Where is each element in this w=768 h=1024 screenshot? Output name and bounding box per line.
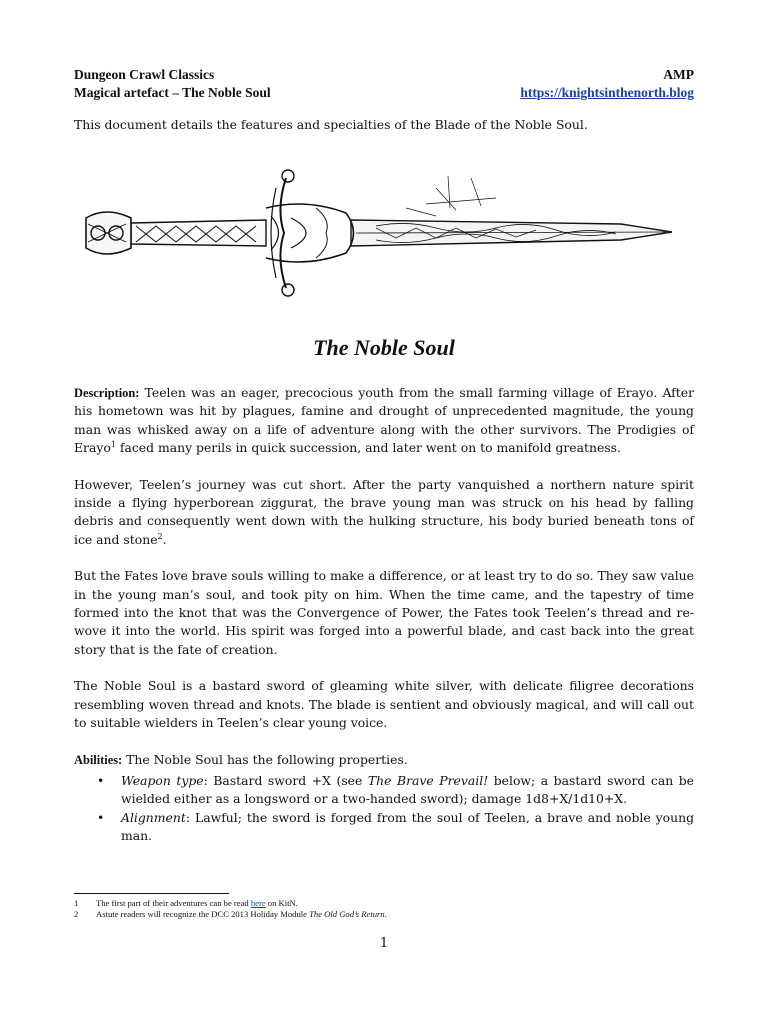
header-game-title: Dungeon Crawl Classics	[74, 67, 215, 82]
header-row-2	[74, 84, 694, 102]
weapon-type-text-a: : Bastard sword +X (see	[203, 772, 368, 788]
description-text-b: faced many perils in quick succession, and later went on to manifold greatness.	[115, 440, 621, 456]
footnote-1	[74, 898, 298, 909]
header-doc-title: Magical artefact – The Noble Soul	[74, 85, 271, 100]
abilities-text: The Noble Soul has the following properties.	[122, 751, 408, 767]
description-label: Description:	[74, 386, 140, 400]
footnote-2-module-title: The Old God’s Return	[309, 909, 385, 919]
para2-text-a: However, Teelen’s journey was cut short. After the party vanquished a northern nature spirit inside a flying hyperborean ziggurat, the brave young man was struck on his head by falling debris and consequently went down with the hulking structure, his body buried beneath tons of ice and stone	[74, 476, 694, 547]
footnote-ref-1[interactable]: 1	[110, 440, 116, 450]
footnote-ref-2[interactable]: 2	[157, 531, 163, 541]
abilities-list	[74, 772, 694, 846]
footnote-1-text-a: The first part of their adventures can be read	[96, 898, 251, 908]
footnote-2	[74, 909, 387, 920]
list-item	[121, 772, 694, 809]
weapon-type-text-b: below; a bastard sword can be wielded either as a longsword or a two-handed sword); damage 1d8+X/1d10+X.	[121, 772, 695, 807]
weapon-type-ref: The Brave Prevail!	[367, 772, 489, 788]
page-title: The Noble Soul	[313, 335, 455, 360]
abilities-label: Abilities:	[74, 752, 123, 767]
page	[74, 66, 694, 846]
footnote-here-link[interactable]: here	[250, 898, 266, 908]
intro-text: This document details the features and specialties of the Blade of the Noble Soul.	[74, 117, 588, 132]
story-paragraph-2	[74, 476, 694, 550]
list-item	[121, 809, 694, 846]
description-text-a: Teelen was an eager, precocious youth from the small farming village of Erayo. After his hometown was hit by plagues, famine and drought of unprecedented magnitude, the young man was whisked away on a life of adventure along with the other survivors. The Prodigies of Erayo	[74, 385, 694, 456]
description-paragraph	[74, 384, 694, 458]
sword-illustration	[76, 158, 672, 298]
weapon-type-label: Weapon type	[121, 772, 204, 788]
sword-description-paragraph: The Noble Soul is a bastard sword of gleaming white silver, with delicate filigree decorations resembling woven thread and knots. The blade is sentient and obviously magical, and will call out to suitable wielders in Teelen’s clear young voice.	[74, 678, 694, 731]
footnote-2-text-a: Astute readers will recognize the DCC 2013 Holiday Module	[96, 909, 310, 919]
footnote-number: 2	[74, 909, 79, 919]
header-blog-link[interactable]: https://knightsinthenorth.blog	[520, 85, 694, 100]
footnote-2-text-b: .	[384, 909, 387, 919]
header-row-1	[74, 66, 694, 84]
abilities-intro	[74, 751, 694, 769]
footnote-1-text-b: on KitN.	[265, 898, 298, 908]
alignment-label: Alignment	[121, 809, 186, 825]
header-author: AMP	[663, 67, 694, 82]
para2-text-b: .	[162, 531, 167, 547]
story-paragraph-3: But the Fates love brave souls willing to make a difference, or at least try to do so. They saw value in the young man’s soul, and took pity on him. When the time came, and the tapestry of time formed into the knot that was the Convergence of Power, the Fates took Teelen’s thread and re-wove it into the world. His spirit was forged into a powerful blade, and cast back into the great story that is the fate of creation.	[74, 568, 694, 657]
alignment-text: : Lawful; the sword is forged from the soul of Teelen, a brave and noble young man.	[121, 809, 694, 844]
footnote-divider	[74, 893, 229, 894]
footnote-number: 1	[74, 898, 79, 908]
page-number: 1	[379, 936, 389, 951]
